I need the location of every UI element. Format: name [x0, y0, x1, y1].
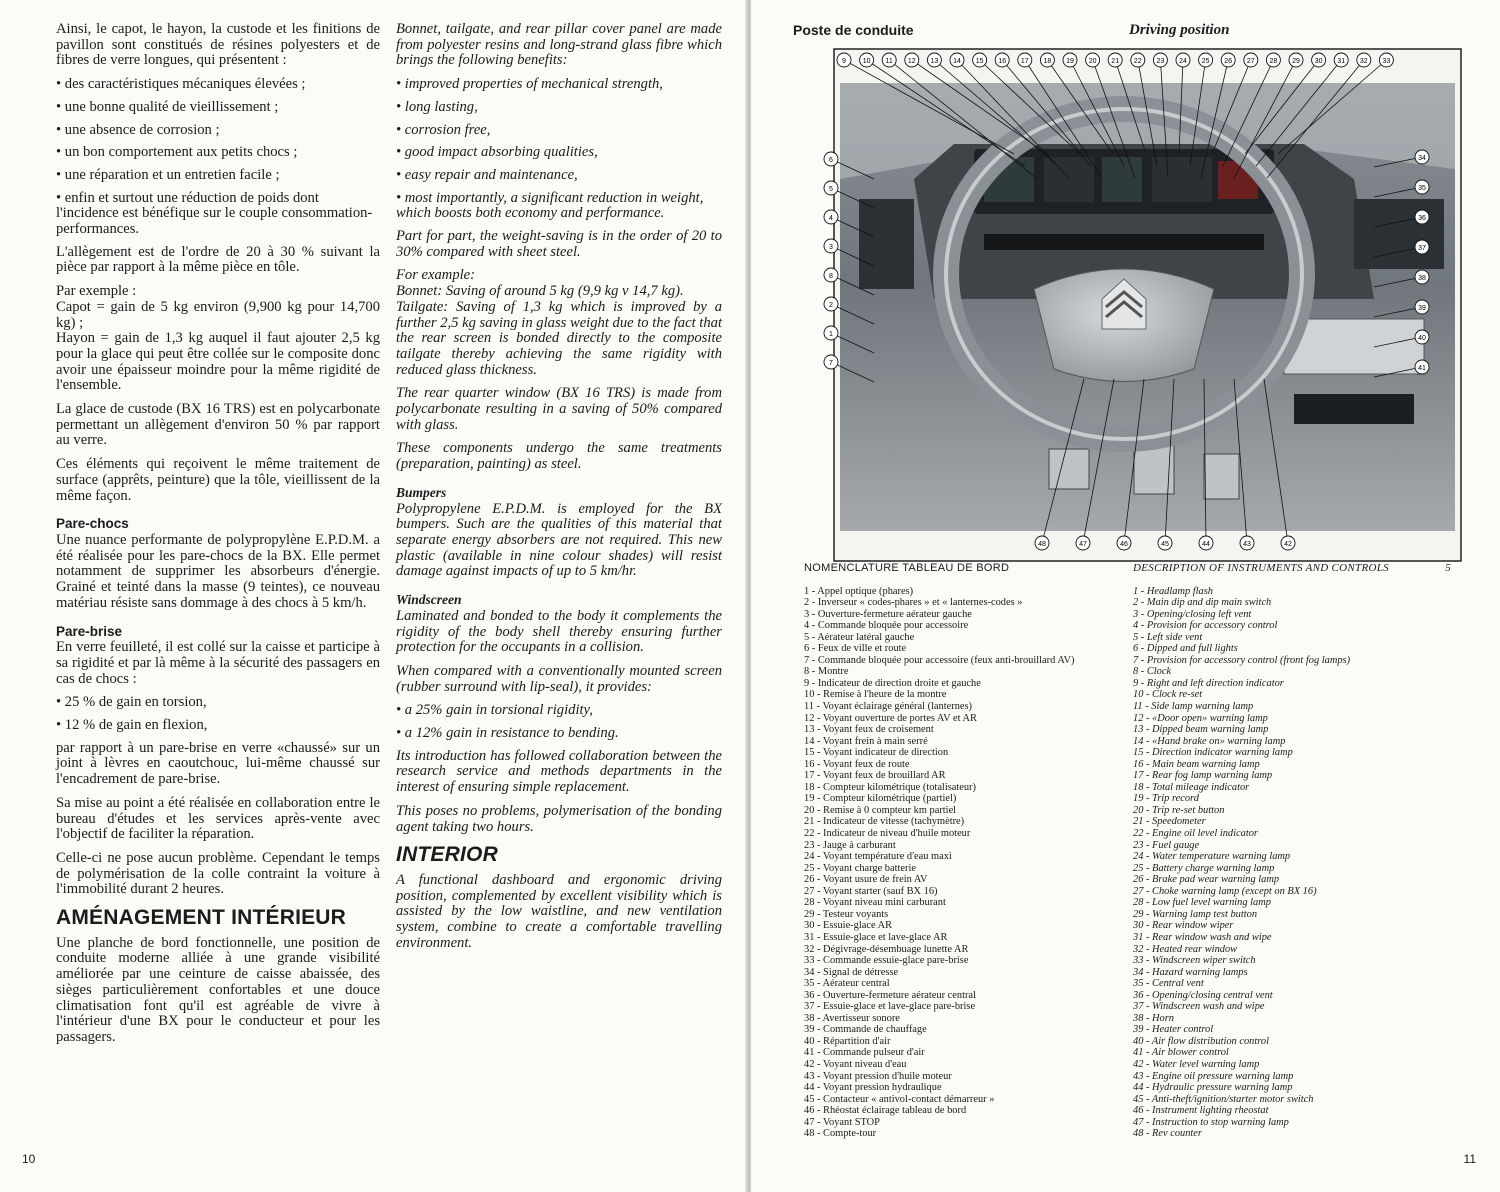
list-item: 29 - Testeur voyants	[804, 908, 889, 920]
nomenclature-title-en	[1133, 562, 1451, 575]
list-item: • a 25% gain in torsional rigidity,	[396, 703, 722, 719]
list-item: • long lasting,	[396, 100, 722, 116]
list-item: 24 - Water temperature warning lamp	[1133, 851, 1291, 863]
list-item: 20 - Trip re-set button	[1133, 804, 1225, 816]
callout-label: 10	[862, 58, 871, 65]
callout-label: 4	[829, 215, 833, 222]
list-item: 11 - Side lamp warning lamp	[1133, 701, 1254, 713]
fr-interior-text: Une planche de bord fonctionnelle, une position de conduite moderne alliée à une grande visibilité améliorée par une ceinture de caisse abaissée, des sièges particulièrement confortables et une douce climatisation font qu'il est agréable de vivre à l'intérieur d'une BX pour le conducteur et pour les passagers.	[56, 934, 380, 1045]
fr-gains-list	[56, 695, 380, 733]
callout-label: 24	[1179, 58, 1187, 65]
list-item: 10 - Remise à l'heure de la montre	[804, 689, 947, 701]
list-item: 32 - Dégivrage-désembuage lunette AR	[804, 943, 969, 955]
list-item: 5 - Left side vent	[1133, 631, 1203, 643]
list-item: • improved properties of mechanical strength,	[396, 77, 722, 93]
list-item: 41 - Air blower control	[1133, 1047, 1229, 1059]
callout-label: 8	[829, 273, 833, 280]
list-item: • des caractéristiques mécaniques élevées ;	[56, 77, 380, 93]
list-item: 34 - Signal de détresse	[804, 966, 899, 978]
right-page	[751, 0, 1500, 1192]
list-item: • une réparation et un entretien facile ;	[56, 168, 380, 184]
list-item: • un bon comportement aux petits chocs ;	[56, 145, 380, 161]
list-item: 39 - Heater control	[1133, 1024, 1214, 1036]
list-item: 18 - Total mileage indicator	[1133, 781, 1250, 793]
list-item: 17 - Voyant feux de brouillard AR	[804, 770, 946, 782]
list-item: 40 - Air flow distribution control	[1133, 1035, 1269, 1047]
english-column	[396, 22, 722, 959]
list-item: 42 - Water level warning lamp	[1133, 1058, 1260, 1070]
callout-label: 25	[1201, 58, 1210, 65]
list-item: 23 - Fuel gauge	[1133, 839, 1200, 851]
callout-label: 20	[1088, 58, 1097, 65]
list-item: 8 - Clock	[1133, 666, 1172, 678]
en-treatment: These components undergo the same treatments (preparation, painting) as steel.	[396, 440, 722, 473]
list-item: 13 - Dipped beam warning lamp	[1133, 724, 1269, 736]
dashboard-illustration	[829, 49, 1461, 561]
list-item: 43 - Voyant pression d'huile moteur	[804, 1070, 952, 1082]
callout-label: 30	[1314, 58, 1323, 65]
left-page	[0, 0, 747, 1192]
callout-label: 47	[1079, 541, 1087, 548]
callout-label: 2	[829, 302, 833, 309]
page-number-left: 10	[22, 1152, 36, 1166]
page-number-right: 11	[1463, 1152, 1476, 1166]
list-item: 48 - Compte-tour	[804, 1128, 877, 1140]
list-item: 26 - Voyant usure de frein AV	[804, 874, 928, 886]
list-item: 31 - Essuie-glace et lave-glace AR	[804, 931, 948, 943]
callout-label: 22	[1133, 58, 1142, 65]
callout-label: 3	[829, 244, 833, 251]
list-item: 44 - Voyant pression hydraulique	[804, 1082, 942, 1094]
list-item: 3 - Opening/closing left vent	[1133, 608, 1252, 620]
list-item: 36 - Opening/closing central vent	[1133, 989, 1273, 1001]
list-item: 27 - Voyant starter (sauf BX 16)	[804, 885, 938, 897]
list-item: • enfin et surtout une réduction de poids dont l'incidence est bénéfique sur le couple consommation-performances.	[56, 191, 380, 238]
cluster-right-pod	[1152, 157, 1212, 202]
callout-label: 45	[1161, 541, 1169, 548]
list-item: 35 - Aérateur central	[804, 978, 890, 990]
callout-label: 48	[1038, 541, 1046, 548]
callout-label: 5	[829, 186, 833, 193]
pedal-right	[1204, 454, 1239, 499]
list-item: 39 - Commande de chauffage	[804, 1024, 927, 1036]
list-item: • une bonne qualité de vieillissement ;	[56, 100, 380, 116]
cluster-fuel-pod	[1102, 157, 1142, 202]
callout-label: 27	[1246, 58, 1255, 65]
callout-label: 44	[1202, 541, 1210, 548]
list-item: 7 - Commande bloquée pour accessoire (feux anti-brouillard AV)	[804, 654, 1075, 666]
en-bumpers-heading: Bumpers	[396, 484, 447, 500]
callout-label: 36	[1418, 215, 1426, 222]
left-vent-panel	[859, 199, 914, 289]
callout-label: 1	[829, 331, 833, 338]
list-item: 42 - Voyant niveau d'eau	[804, 1058, 907, 1070]
en-gains-list	[396, 703, 722, 741]
callout-label: 6	[829, 157, 833, 164]
list-item: 21 - Speedometer	[1133, 816, 1206, 828]
callout-label: 35	[1418, 185, 1426, 192]
fr-windscreen-text: En verre feuilleté, il est collé sur la caisse et participe à sa rigidité et par là même à la sécurité des passagers en cas de chocs :	[56, 639, 380, 687]
callout-label: 42	[1284, 541, 1292, 548]
list-item: 30 - Rear window wiper	[1133, 920, 1234, 932]
en-interior-heading: INTERIOR	[396, 843, 498, 867]
callout-label: 7	[829, 360, 833, 367]
list-item: 40 - Répartition d'air	[804, 1035, 891, 1047]
fr-intro: Ainsi, le capot, le hayon, la custode et les finitions de pavillon sont constitués de résines polyesters et de fibres de verre longues, qui présentent :	[56, 21, 380, 69]
callout-label: 31	[1337, 58, 1346, 65]
en-interior-text: A functional dashboard and ergonomic driving position, complemented by excellent visibility which is assisted by the low waistline, and new ventilation system, combine to create a comfortable travelling environment.	[396, 871, 722, 951]
callout-label: 34	[1418, 155, 1426, 162]
list-item: 44 - Hydraulic pressure warning lamp	[1133, 1082, 1293, 1094]
en-windscreen-heading: Windscreen	[396, 592, 462, 608]
fr-treatment: Ces éléments qui reçoivent le même traitement de surface (apprêts, peinture) que la tôle, vieillissent de la même façon.	[56, 456, 380, 504]
fr-polymerisation: Celle-ci ne pose aucun problème. Cependant le temps de polymérisation de la colle contraint la voiture à l'immobilité durant 2 heures.	[56, 849, 380, 898]
en-bonnet: Bonnet: Saving of around 5 kg (9,9 kg v 14,7 kg).	[396, 283, 684, 300]
list-item: 14 - «Hand brake on» warning lamp	[1133, 735, 1286, 747]
list-item: 48 - Rev counter	[1133, 1128, 1202, 1140]
list-item: 28 - Low fuel level warning lamp	[1133, 897, 1271, 909]
list-item: 33 - Commande essuie-glace pare-brise	[804, 955, 969, 967]
cluster-gauge-pod	[1044, 157, 1094, 202]
list-item: 9 - Indicateur de direction droite et gauche	[804, 677, 981, 689]
fr-weight-saving: L'allègement est de l'ordre de 20 à 30 % suivant la pièce par rapport à la même pièce en tôle.	[56, 243, 380, 276]
list-item: 24 - Voyant température d'eau maxi	[804, 851, 952, 863]
list-item: 25 - Battery charge warning lamp	[1133, 862, 1275, 874]
fr-bumpers-heading: Pare-chocs	[56, 516, 129, 532]
list-item: 1 - Appel optique (phares)	[804, 585, 914, 597]
fr-benefits-list	[56, 77, 380, 238]
fr-example-label: Par exemple :	[56, 283, 137, 300]
list-item: 4 - Provision for accessory control	[1133, 620, 1278, 632]
list-item: 46 - Rhéostat éclairage tableau de bord	[804, 1105, 967, 1117]
callout-label: 21	[1111, 58, 1120, 65]
list-item: 19 - Compteur kilométrique (partiel)	[804, 793, 957, 805]
list-item: 6 - Feux de ville et route	[804, 643, 907, 655]
list-item: 36 - Ouverture-fermeture aérateur central	[804, 989, 976, 1001]
list-item: 32 - Heated rear window	[1133, 943, 1238, 955]
list-item: 5 - Aérateur latéral gauche	[804, 631, 915, 643]
list-item: 7 - Provision for accessory control (front fog lamps)	[1133, 654, 1351, 666]
list-item: 4 - Commande bloquée pour accessoire	[804, 620, 969, 632]
en-weight-saving: Part for part, the weight-saving is in the order of 20 to 30% compared with sheet steel.	[396, 228, 722, 260]
list-item: 45 - Contacteur « antivol-contact démarreur »	[804, 1093, 995, 1105]
en-collab: Its introduction has followed collaboration between the research service and methods departments in the interest of ensuring simple replacement.	[396, 747, 722, 796]
list-item: 47 - Voyant STOP	[804, 1116, 880, 1128]
en-windscreen-text: Laminated and bonded to the body it complements the rigidity of the body shell thereby ensuring further protection for the occupants in a collision.	[396, 607, 722, 656]
callout-label: 43	[1243, 541, 1251, 548]
en-compare: When compared with a conventionally mounted screen (rubber surround with lip-seal), it provides:	[396, 662, 722, 695]
fr-collab: Sa mise au point a été réalisée en collaboration entre le bureau d'études et les services après-vente avec l'objectif de faciliter la réparation.	[56, 794, 380, 843]
callout-label: 17	[1020, 58, 1029, 65]
list-item: • une absence de corrosion ;	[56, 123, 380, 139]
en-benefits-list	[396, 77, 722, 222]
callout-label: 15	[975, 58, 984, 65]
list-item: 31 - Rear window wash and wipe	[1133, 931, 1272, 943]
nomenclature-french	[804, 563, 1129, 1140]
header-english: Driving position	[1129, 22, 1230, 38]
list-item: 43 - Engine oil pressure warning lamp	[1133, 1070, 1294, 1082]
en-intro: Bonnet, tailgate, and rear pillar cover panel are made from polyester resins and long-strand glass fibre which brings the following benefits:	[396, 21, 722, 69]
list-item: 45 - Anti-theft/ignition/starter motor switch	[1133, 1093, 1314, 1105]
callout-label: 41	[1418, 365, 1426, 372]
fr-hayon: Hayon = gain de 1,3 kg auquel il faut ajouter 2,5 kg pour la glace qui peut être collée sur le composite donc avoir une épaisseur moindre pour la même rigidité de l'ensemble.	[56, 330, 380, 394]
callout-label: 13	[930, 58, 939, 65]
list-item: 19 - Trip record	[1133, 793, 1199, 805]
list-item: 8 - Montre	[804, 666, 849, 678]
fr-bumpers-text: Une nuance performante de polypropylène E.P.D.M. a été réalisée pour les pare-chocs de la BX. Elle permet notamment de supprimer les absorbeurs d'énergie. Grainé et teinté dans la masse (9 teintes), ce nouveau matériau résiste sans dommage à des chocs à 5 km/h.	[56, 531, 380, 611]
callout-label: 26	[1224, 58, 1233, 65]
callout-label: 46	[1120, 541, 1128, 548]
callout-label: 11	[885, 58, 893, 65]
list-item: 15 - Voyant indicateur de direction	[804, 747, 949, 759]
callout-label: 28	[1269, 58, 1278, 65]
callout-label: 37	[1418, 245, 1426, 252]
en-tailgate: Tailgate: Saving of 1,3 kg which is improved by a further 2,5 kg saving in glass weight due to the fact that the rear screen is bonded directly to the composite tailgate thereby achieving the same rigidity with reduced glass thickness.	[396, 298, 722, 378]
list-item: 37 - Essuie-glace et lave-glace pare-brise	[804, 1001, 976, 1013]
callout-label: 39	[1418, 305, 1426, 312]
switch-bar	[984, 234, 1264, 250]
list-item: 3 - Ouverture-fermeture aérateur gauche	[804, 608, 972, 620]
callout-label: 12	[907, 58, 916, 65]
list-item: 2 - Main dip and dip main switch	[1133, 597, 1272, 609]
callout-label: 16	[998, 58, 1007, 65]
list-item: 18 - Compteur kilométrique (totalisateur)	[804, 781, 976, 793]
list-item: 38 - Horn	[1133, 1012, 1174, 1024]
list-item: • good impact absorbing qualities,	[396, 145, 722, 161]
nomenclature-title-en-text: DESCRIPTION OF INSTRUMENTS AND CONTROLS	[1133, 562, 1389, 574]
list-item: 14 - Voyant frein à main serré	[804, 735, 928, 747]
nomenclature-title-fr: NOMENCLATURE TABLEAU DE BORD	[804, 562, 1010, 574]
callout-label: 29	[1292, 58, 1300, 65]
list-item: • 25 % de gain en torsion,	[56, 695, 380, 711]
list-item: 22 - Engine oil level indicator	[1133, 828, 1258, 840]
callout-label: 38	[1418, 275, 1426, 282]
list-item: 1 - Headlamp flash	[1133, 585, 1213, 597]
list-item: 27 - Choke warning lamp (except on BX 16)	[1133, 885, 1317, 897]
list-item: 6 - Dipped and full lights	[1133, 643, 1238, 655]
french-column	[56, 22, 380, 1054]
list-item: 11 - Voyant éclairage général (lanternes)	[804, 701, 972, 713]
callout-label: 23	[1156, 58, 1165, 65]
list-item: 28 - Voyant niveau mini carburant	[804, 897, 946, 909]
en-bumpers-text: Polypropylene E.P.D.M. is employed for the BX bumpers. Such are the qualities of this material that separate energy absorbers are not required. This new plastic (available in nine colour shades) will resist damage against impacts of up to 5 km/hr.	[396, 500, 722, 580]
list-item: 41 - Commande pulseur d'air	[804, 1047, 925, 1059]
callout-label: 19	[1066, 58, 1074, 65]
list-item: 17 - Rear fog lamp warning lamp	[1133, 770, 1273, 782]
list-item: 25 - Voyant charge batterie	[804, 862, 916, 874]
nomenclature-list-en	[1133, 586, 1433, 1140]
list-item: 47 - Instruction to stop warning lamp	[1133, 1116, 1289, 1128]
list-item: 9 - Right and left direction indicator	[1133, 677, 1284, 689]
en-example-label: For example:	[396, 267, 476, 284]
list-item: 29 - Warning lamp test button	[1133, 908, 1258, 920]
list-item: 10 - Clock re-set	[1133, 689, 1203, 701]
fr-compare: par rapport à un pare-brise en verre «chaussé» sur un joint à lèvres en caoutchouc, lui-même chaussé sur l'encadrement de pare-brise.	[56, 739, 380, 788]
list-item: • a 12% gain in resistance to bending.	[396, 726, 722, 742]
list-item: 2 - Inverseur « codes-phares » et « lanternes-codes »	[804, 597, 1023, 609]
header-french: Poste de conduite	[793, 22, 914, 38]
list-page-reference: 5	[1445, 562, 1451, 574]
fr-capot: Capot = gain de 5 kg environ (9,900 kg pour 14,700 kg) ;	[56, 298, 380, 331]
list-item: • corrosion free,	[396, 123, 722, 139]
list-item: 15 - Direction indicator warning lamp	[1133, 747, 1293, 759]
callout-label: 14	[953, 58, 961, 65]
list-item: 12 - «Door open» warning lamp	[1133, 712, 1268, 724]
list-item: 20 - Remise à 0 compteur km partiel	[804, 804, 957, 816]
en-quarter-window: The rear quarter window (BX 16 TRS) is made from polycarbonate resulting in a saving of 50% compared with glass.	[396, 385, 722, 433]
list-item: 35 - Central vent	[1133, 978, 1204, 990]
list-item: 33 - Windscreen wiper switch	[1133, 955, 1256, 967]
list-item: 21 - Indicateur de vitesse (tachymètre)	[804, 816, 965, 828]
right-vent	[1354, 199, 1444, 269]
fr-interior-heading: AMÉNAGEMENT INTÉRIEUR	[56, 906, 347, 930]
callout-label: 40	[1418, 335, 1426, 342]
list-item: 16 - Voyant feux de route	[804, 758, 910, 770]
list-item: 30 - Essuie-glace AR	[804, 920, 893, 932]
fr-custode: La glace de custode (BX 16 TRS) est en polycarbonate permettant un allègement d'environ 50 % par rapport au verre.	[56, 401, 380, 449]
callout-label: 18	[1043, 58, 1052, 65]
list-item: 34 - Hazard warning lamps	[1133, 966, 1248, 978]
list-item: 16 - Main beam warning lamp	[1133, 758, 1260, 770]
list-item: • 12 % de gain en flexion,	[56, 718, 380, 734]
en-polymerisation: This poses no problems, polymerisation of the bonding agent taking two hours.	[396, 802, 722, 835]
nomenclature-english	[1133, 562, 1451, 1140]
pedal-left	[1049, 449, 1089, 489]
list-item: 46 - Instrument lighting rheostat	[1133, 1105, 1269, 1117]
radio	[1294, 394, 1414, 424]
list-item: • most importantly, a significant reduction in weight, which boosts both economy and performance.	[396, 191, 722, 222]
list-item: 38 - Avertisseur sonore	[804, 1012, 900, 1024]
nomenclature-list-fr	[804, 586, 1129, 1140]
callout-label: 32	[1359, 58, 1368, 65]
list-item: 22 - Indicateur de niveau d'huile moteur	[804, 828, 971, 840]
list-item: 12 - Voyant ouverture de portes AV et AR	[804, 712, 977, 724]
list-item: 13 - Voyant feux de croisement	[804, 724, 934, 736]
fr-windscreen-heading: Pare-brise	[56, 623, 123, 639]
list-item: 26 - Brake pad wear warning lamp	[1133, 874, 1280, 886]
callout-label: 9	[842, 58, 846, 65]
list-item: 23 - Jauge à carburant	[804, 839, 896, 851]
list-item: 37 - Windscreen wash and wipe	[1133, 1001, 1265, 1013]
list-item: • easy repair and maintenance,	[396, 168, 722, 184]
callout-label: 33	[1382, 58, 1391, 65]
